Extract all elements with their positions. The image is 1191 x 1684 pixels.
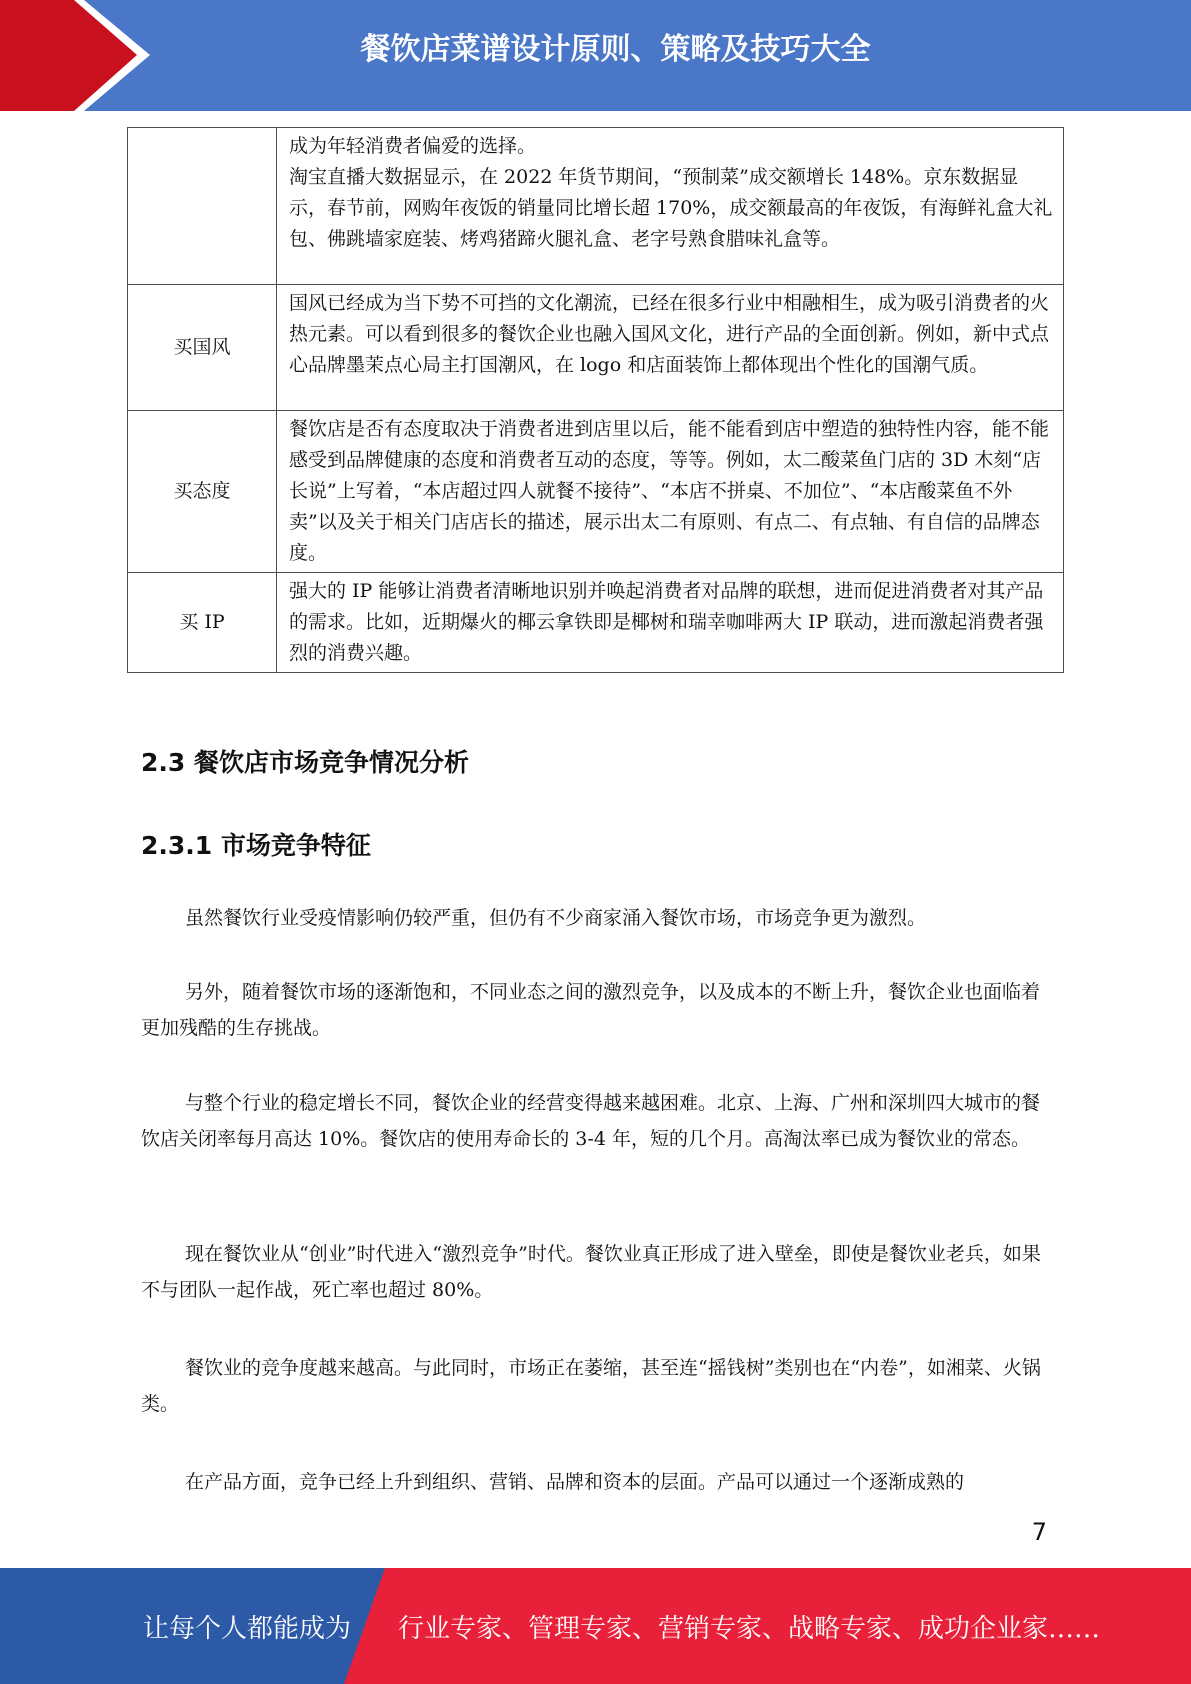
table-cell-paragraph: 淘宝直播大数据显示，在 2022 年货节期间，“预制菜”成交额增长 148%。京东数据显示，春节前，网购年夜饭的销量同比增长超 170%，成交额最高的年夜饭，有海鲜礼盒大礼包、佛跳墙家庭装、烤鸡猪蹄火腿礼盒、老字号熟食腊味礼盒等。 xyxy=(289,166,1053,250)
body-paragraph: 虽然餐饮行业受疫情影响仍较严重，但仍有不少商家涌入餐饮市场，市场竞争更为激烈。 xyxy=(185,907,927,929)
header-title: 餐饮店菜谱设计原则、策略及技巧大全 xyxy=(360,32,871,67)
section-heading: 2.3 餐饮店市场竞争情况分析 xyxy=(141,748,469,777)
body-paragraph: 另外，随着餐饮市场的逐渐饱和，不同业态之间的激烈竞争，以及成本的不断上升，餐饮企业也面临着更加残酷的生存挑战。 xyxy=(141,981,1041,1039)
table-row-text: 强大的 IP 能够让消费者清晰地识别并唤起消费者对品牌的联想，进而促进消费者对其产品的需求。比如，近期爆火的椰云拿铁即是椰树和瑞幸咖啡两大 IP 联动，进而激起消费者强烈的消费兴趣。 xyxy=(277,573,1064,673)
footer-slogan-left: 让每个人都能成为 xyxy=(143,1614,352,1644)
table-row-key: 买国风 xyxy=(128,285,277,411)
table-row xyxy=(128,573,1064,673)
table-row xyxy=(128,285,1064,411)
table-row-text: 餐饮店是否有态度取决于消费者进到店里以后，能不能看到店中塑造的独特性内容，能不能感受到品牌健康的态度和消费者互动的态度，等等。例如，太二酸菜鱼门店的 3D 木刻“店长说”上写着，“本店超过四人就餐不接待”、“本店不拼桌、不加位”、“本店酸菜鱼不外卖”以及关于相关门店店长的描述，展示出太二有原则、有点二、有点轴、有自信的品牌态度。 xyxy=(277,411,1064,573)
body-paragraph: 现在餐饮业从“创业”时代进入“激烈竞争”时代。餐饮业真正形成了进入壁垒，即使是餐饮业老兵，如果不与团队一起作战，死亡率也超过 80%。 xyxy=(141,1243,1041,1301)
table-row-text xyxy=(277,128,1064,285)
page-header xyxy=(0,0,1191,111)
table-row-key: 买 IP xyxy=(128,573,277,673)
page-number: 7 xyxy=(1031,1518,1047,1546)
table-row-key: 买态度 xyxy=(128,411,277,573)
table-row-key xyxy=(128,128,277,285)
table-row xyxy=(128,411,1064,573)
subsection-heading: 2.3.1 市场竞争特征 xyxy=(141,831,371,860)
page-footer xyxy=(0,1568,1191,1684)
body-paragraph: 与整个行业的稳定增长不同，餐饮企业的经营变得越来越困难。北京、上海、广州和深圳四大城市的餐饮店关闭率每月高达 10%。餐饮店的使用寿命长的 3-4 年，短的几个月。高淘汰率已成为餐饮业的常态。 xyxy=(141,1092,1041,1150)
body-paragraph: 在产品方面，竞争已经上升到组织、营销、品牌和资本的层面。产品可以通过一个逐渐成熟的 xyxy=(185,1471,965,1493)
body-paragraph: 餐饮业的竞争度越来越高。与此同时，市场正在萎缩，甚至连“摇钱树”类别也在“内卷”，如湘菜、火锅类。 xyxy=(141,1357,1041,1415)
table-cell-line: 成为年轻消费者偏爱的选择。 xyxy=(289,135,537,157)
consumer-trend-table xyxy=(127,127,1064,673)
footer-slogan-right: 行业专家、管理专家、营销专家、战略专家、成功企业家…… xyxy=(398,1614,1101,1644)
table-row-text: 国风已经成为当下势不可挡的文化潮流，已经在很多行业中相融相生，成为吸引消费者的火热元素。可以看到很多的餐饮企业也融入国风文化，进行产品的全面创新。例如，新中式点心品牌墨茉点心局主打国潮风，在 logo 和店面装饰上都体现出个性化的国潮气质。 xyxy=(277,285,1064,411)
table-row xyxy=(128,128,1064,285)
